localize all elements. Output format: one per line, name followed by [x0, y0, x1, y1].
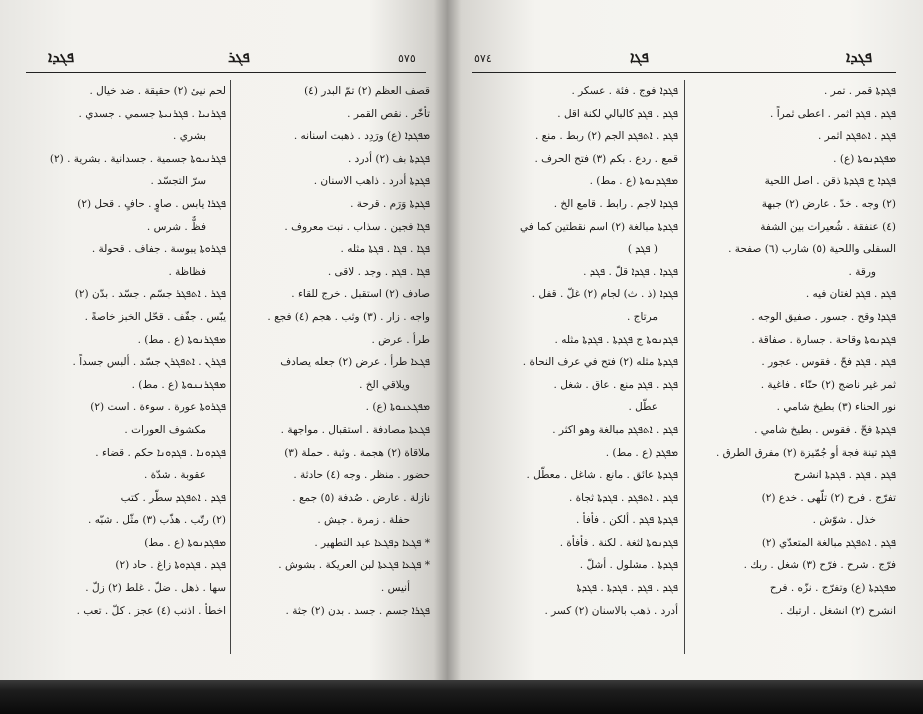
- dictionary-line: * ܦܓܥܐ ܦܓܥܬܐ لبن العريكة . بشوش .: [278, 559, 430, 572]
- dictionary-line: ܡܦܓܕܬܐ (ع) وتفرّج . نزّه . فرح: [769, 582, 896, 595]
- dictionary-line: طرأ . عرض .: [371, 333, 430, 346]
- right-header-guide-word: ܦܓܕܐ: [846, 48, 873, 66]
- dictionary-line: ܦܓܕܘܢܐ . ܦܓܕܘܢܐ حكم . قضاء .: [95, 446, 226, 459]
- left-page-column-divider: [230, 80, 231, 654]
- dictionary-line: ܡܦܓܕ (ع . مط) .: [605, 446, 678, 459]
- dictionary-line: مكشوف العورات .: [124, 423, 206, 436]
- dictionary-line: أنيس .: [380, 582, 410, 595]
- dictionary-line: ܦܓܪ . ܐܬܦܓܪ جسّم . جسّد . بدّن (٢): [74, 288, 226, 301]
- left-header-rule: [26, 72, 426, 73]
- dictionary-line: ورقة .: [848, 265, 876, 278]
- dictionary-line: ܦܓܕܬܐ وَرَم . قرحة .: [350, 197, 430, 210]
- dictionary-line: ܦܓܕܐ ج ܦܓܕܬܐ ذقن . اصل اللحية: [764, 175, 896, 188]
- dictionary-line: ثمر غير ناضج (٢) حنّاء . فاغية .: [760, 378, 896, 391]
- left-page-number: ٥٧٥: [398, 52, 416, 65]
- dictionary-line: ܦܓܕ . ܐܬܦܓܕ مبالغة المتعدّي (٢): [761, 536, 896, 549]
- dictionary-line: سرّ التجسّد .: [150, 175, 206, 188]
- dictionary-line: نور الحناء (٣) بطيخ شامي .: [776, 401, 896, 414]
- dictionary-line: ܦܓܕ . ܦܓܕ . ܦܓܕܬܐ انشرح: [793, 469, 896, 482]
- dictionary-line: * ܦܓܥܐ ܕܦܓܥܐ عيد التطهير .: [314, 536, 430, 549]
- dictionary-line: ܦܓܕܢܘܬܐ ج ܦܓܕܬܐ . ܦܓܕܬܐ مثله .: [554, 333, 678, 346]
- dictionary-line: ܦܓܕܐ (ذ . ث) لجام (٢) غلّ . قفل .: [531, 288, 678, 301]
- dictionary-line: حفلة . زمرة . جيش .: [317, 514, 410, 527]
- dictionary-line: تأخّر . نقص القمر .: [347, 107, 430, 120]
- scanner-bottom-edge: [0, 680, 923, 714]
- dictionary-line: ܦܓܕܬܐ قمر . تمر .: [823, 85, 896, 97]
- dictionary-line: ܦܓܕ . ܦܓܕ . ܦܓܕܬܐ . ܦܓܕܬܐ: [576, 582, 678, 595]
- dictionary-line: يبّس . جفّف . قحّل الخبز خاصةً .: [84, 310, 226, 323]
- dictionary-line: ܦܓܕܬܐ مبالغة (٢) اسم نقطتين كما في: [519, 220, 678, 233]
- dictionary-line: ܦܓܪܘܬܐ عورة . سوءة . است (٢): [90, 401, 226, 414]
- dictionary-line: قصف العظم (٢) تمّ البدر (٤): [304, 85, 430, 97]
- dictionary-line: ܦܓܕܐ لاجم . رابط . قامع الخ .: [553, 197, 678, 210]
- left-page: [6, 28, 438, 668]
- dictionary-line: ܦܓܕ . ܐܬܦܓܕ اثمر .: [818, 130, 896, 143]
- dictionary-line: ܦܓܕܬܐ أدرد . ذاهب الاسنان .: [313, 175, 430, 188]
- dictionary-line: ܦܓܕ . ܐܬܦܓܕ . ܦܓܕܬܐ ثجاة .: [568, 491, 678, 504]
- dictionary-line: فرّج . شرح . فرّح (٣) شغل . ربك .: [743, 559, 896, 572]
- dictionary-line: واجه . زار . (٣) وثب . هجم (٤) فجع .: [267, 310, 430, 323]
- dictionary-line: ܦܓܕܐ فوج . فئة . عسكر .: [571, 85, 678, 97]
- dictionary-line: مرتاج .: [627, 310, 658, 323]
- dictionary-line: ܦܓܪܢܝܘܬܐ جسمية . جسدانية . بشرية . (٢): [49, 152, 226, 165]
- dictionary-line: ܦܓܐ . ܦܓܐ . ܦܓܬܐ مثله .: [340, 243, 430, 256]
- dictionary-line: ملاقاة (٢) هجمة . وثبة . حملة (٣): [284, 446, 430, 459]
- dictionary-line: فظاظة .: [168, 265, 206, 278]
- dictionary-line: ܦܓܥܐ طرأ . عرض (٢) جعله يصادف: [280, 356, 430, 369]
- dictionary-line: ܦܓܕ تينة فجة أو جُمّيزة (٢) مفرق الطرق .: [715, 446, 896, 459]
- dictionary-line: ܦܓܕܬܐ بف (٢) أدرد .: [348, 152, 430, 165]
- dictionary-line: عقوبة . شدّة .: [143, 469, 206, 482]
- left-page-right-column: [234, 80, 430, 668]
- dictionary-line: (٢) رتّب . هذّب (٣) مثّل . شبّه .: [88, 514, 226, 527]
- dictionary-line: خذل . شوّش .: [812, 514, 876, 527]
- dictionary-line: ܦܓܕܐ وقح . جسور . صفيق الوجه .: [751, 310, 896, 323]
- dictionary-line: ܦܓܕܬܐ . مشلول . أشلّ .: [579, 559, 678, 572]
- dictionary-line: ܡܦܓܕܢܘܬܐ (ع . مط) .: [589, 175, 678, 188]
- dictionary-line: ܦܓܪܢ . ܐܬܦܓܪܢ جسّد . ألبس جسداً .: [72, 356, 226, 369]
- right-page-number: ٥٧٤: [474, 52, 492, 65]
- dictionary-line: ܦܓܕܬܐ مثله (٢) فتح في عرف النحاة .: [522, 356, 678, 369]
- dictionary-line: ܦܓܐ فجين . سذاب . نبت معروف .: [284, 220, 430, 233]
- dictionary-line: ܦܓܕ . ܐܬܦܓܕ مبالغة وهو اكثر .: [552, 423, 678, 436]
- dictionary-line: ܦܓܕܢܘܬܐ لثغة . لكنة . فأفأة .: [559, 536, 678, 549]
- dictionary-line: (٢) وجه . خدّ . عارض (٢) جبهة: [761, 197, 896, 210]
- dictionary-line: ܦܓܕ . ܦܓܕ فحّ . فقوس . عجور .: [761, 356, 896, 369]
- dictionary-line: ܦܓܕ . ܦܓܕ اثمر . اعطى ثمراً .: [770, 107, 896, 120]
- right-header-center-word: ܦܓܐ: [630, 48, 649, 66]
- dictionary-line: ܦܓܕ . ܦܓܕ كالبالي لكنة اقل .: [557, 107, 678, 120]
- dictionary-line: ( ܦܓܕ ): [627, 243, 658, 256]
- dictionary-line: ܦܓܕ . ܐܬܦܓܕ سطّر . كتب: [120, 491, 226, 504]
- dictionary-line: اخطأ . اذنب (٤) عجز . كلّ . تعب .: [76, 604, 226, 617]
- dictionary-line: ܡܦܓܕܐ (ع) ورَدِد . ذهبت اسنانه .: [293, 130, 430, 143]
- right-page-header: [462, 48, 914, 74]
- dictionary-line: ويلاقي الخ .: [359, 378, 410, 391]
- dictionary-line: ܦܓܪܘܬܐ يبوسة . جفاف . قحولة .: [91, 243, 226, 256]
- dictionary-line: أدرد . ذهب بالاسنان (٢) كسر .: [544, 604, 678, 617]
- dictionary-line: ܦܓܕ . ܦܓܕ لغتان فيه .: [805, 288, 896, 301]
- dictionary-line: فظٌّ . شرس .: [146, 220, 206, 233]
- right-page-left-column: [474, 80, 678, 668]
- dictionary-line: ܦܓܕܬܐ ܦܓܕ . ألكن . فأفأ .: [575, 514, 678, 527]
- dictionary-line: ܦܓܕܐ . ܦܓܕܐ قلّ . ܦܓܕ .: [583, 265, 678, 278]
- right-page-right-column: [688, 80, 896, 668]
- left-page-left-column: [26, 80, 226, 668]
- dictionary-line: انشرح (٢) انشغل . ارتبك .: [779, 604, 896, 617]
- dictionary-line: ܡܦܓܕܢܘܬܐ (ع . مط): [144, 536, 226, 549]
- dictionary-line: ܦܓܪܐ يابس . صاوٍ . حافٍ . قحل (٢): [77, 197, 226, 210]
- dictionary-line: تفرّج . فرح (٢) تلّهى . خدع (٢): [761, 491, 896, 504]
- dictionary-line: ܡܦܓܕܢܘܬܐ (ع) .: [833, 152, 896, 165]
- dictionary-line: (٤) عنفقة . شُعيرات بين الشفة: [760, 220, 896, 233]
- dictionary-line: سها . ذهل . ضلّ . غلط (٢) زلّ .: [85, 582, 226, 595]
- dictionary-line: ܡܦܓܥܢܘܬܐ (ع) .: [365, 401, 430, 414]
- dictionary-line: ܦܓܕܬܐ فحّ . فقوس . بطيخ شامي .: [754, 423, 896, 436]
- dictionary-line: صادف (٢) استقبل . خرج للقاء .: [291, 288, 430, 301]
- dictionary-line: ܡܦܓܪܢܘܬܐ (ع . مط) .: [137, 333, 226, 346]
- right-page: [462, 28, 914, 668]
- dictionary-line: ܦܓܕܬܐ عائق . مانع . شاغل . معطّل .: [526, 469, 678, 482]
- left-header-center-word: ܦܓܪ: [228, 48, 250, 66]
- dictionary-line: ܦܓܕܢܘܬܐ وقاحة . جسارة . صفاقة .: [751, 333, 896, 346]
- right-page-column-divider: [684, 80, 685, 654]
- dictionary-line: ܡܦܓܪܢܢܘܬܐ (ع . مط) .: [131, 378, 226, 391]
- dictionary-line: لحم نيئ (٢) حقيقة . ضد خيال .: [89, 85, 226, 97]
- dictionary-line: ܦܓܐ . ܦܓܕ . وجد . لاقى .: [327, 265, 430, 278]
- dictionary-line: ܦܓܪܢܝܐ . ܦܓܪܢܝܬܐ جسمي . جسدي .: [78, 107, 226, 120]
- dictionary-line: ܦܓܕ . ܐܬܦܓܕ الجم (٢) ربط . منع .: [534, 130, 678, 143]
- dictionary-line: ܦܓܕ . ܦܓܕܘܬܐ زاغ . حاد (٢): [115, 559, 226, 572]
- dictionary-line: بشري .: [173, 130, 206, 143]
- dictionary-line: قمع . ردع . بكم (٣) فتح الحرف .: [534, 152, 678, 165]
- dictionary-line: ܦܓܪܐ جسم . جسد . بدن (٢) جثة .: [285, 604, 430, 617]
- dictionary-line: عطّل .: [628, 401, 658, 414]
- dictionary-line: ܦܓܕ . ܦܓܕ منع . عاق . شغل .: [553, 378, 678, 391]
- left-header-guide-word: ܦܓܕܐ: [48, 48, 75, 66]
- right-header-rule: [472, 72, 896, 73]
- dictionary-line: حضور . منظر . وجه (٤) حادثة .: [293, 469, 430, 482]
- dictionary-line: نازلة . عارض . صُدفة (٥) جمع .: [292, 491, 430, 504]
- dictionary-line: السفلى واللحية (٥) شارب (٦) صفحة .: [728, 243, 896, 256]
- left-page-header: [6, 48, 438, 74]
- dictionary-line: ܦܓܥܬܐ مصادفة . استقبال . مواجهة .: [280, 423, 430, 436]
